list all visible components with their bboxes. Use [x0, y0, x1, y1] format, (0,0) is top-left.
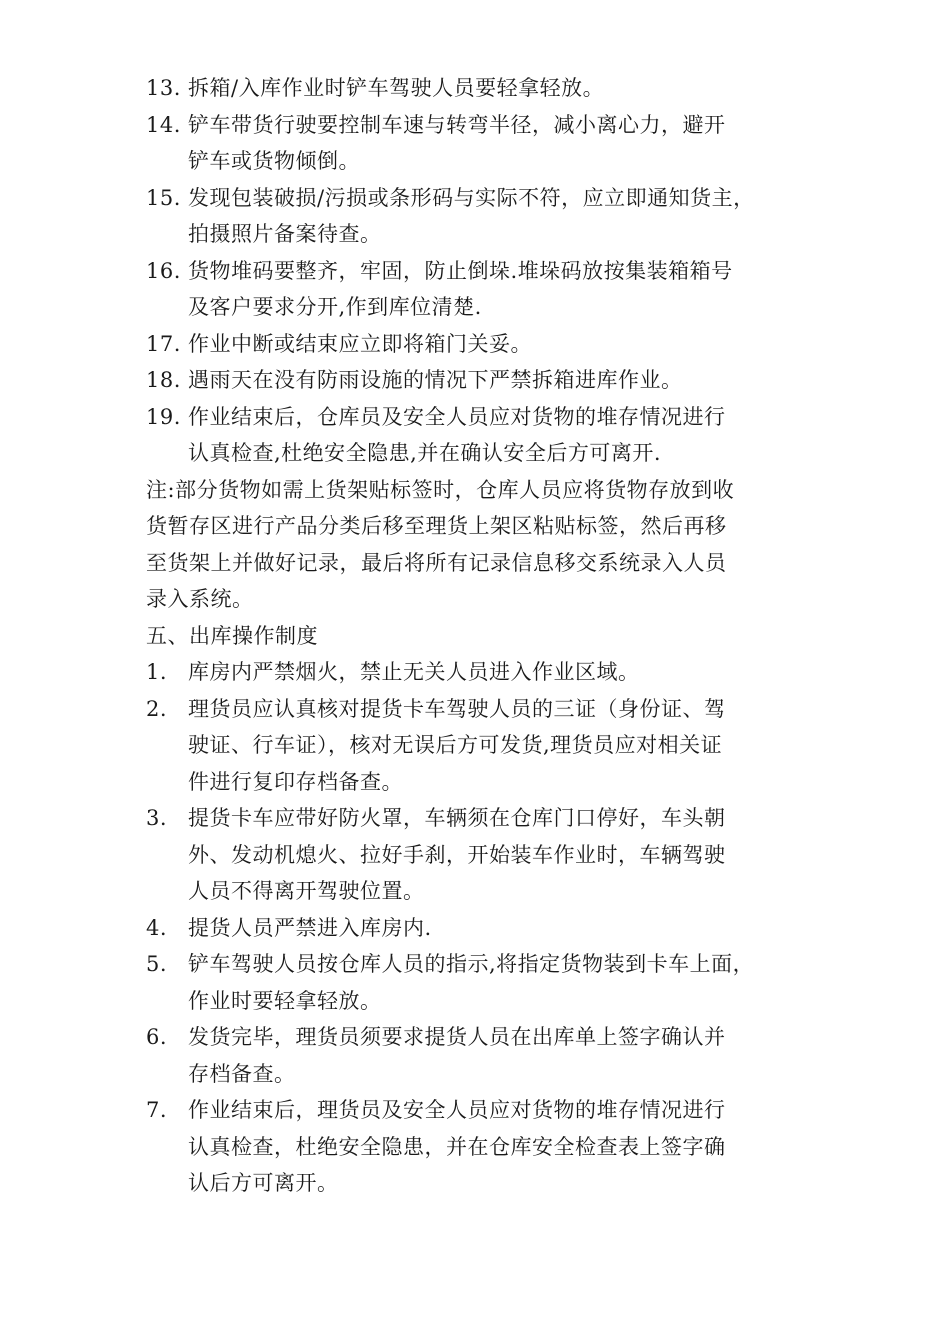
- item-text: [188, 70, 826, 107]
- text-line: 注:部分货物如需上货架贴标签时，仓库人员应将货物存放到收: [146, 477, 735, 502]
- section-heading: [146, 618, 826, 655]
- text-line: 作业中断或结束应立即将箱门关妥。: [188, 331, 532, 356]
- text-line: 货暂存区进行产品分类后移至理货上架区粘贴标签，然后再移: [146, 514, 727, 538]
- item-number: 6.: [146, 1025, 168, 1049]
- item-text: [188, 946, 826, 1019]
- text-line: 认真检查，杜绝安全隐患，并在仓库安全检查表上签字确: [188, 1134, 726, 1159]
- item-text: [188, 180, 826, 253]
- list-item: [146, 70, 826, 107]
- item-text: [188, 800, 826, 910]
- list-item: [146, 362, 826, 399]
- item-number: 19.: [146, 404, 181, 429]
- item-text: [188, 654, 826, 691]
- text-line: 及客户要求分开,作到库位清楚.: [188, 295, 482, 319]
- list-item: [146, 910, 826, 947]
- document-body: [146, 70, 826, 1202]
- text-line: 外、发动机熄火、拉好手刹，开始装车作业时，车辆驾驶: [188, 842, 726, 867]
- list-item: [146, 253, 826, 326]
- text-line: 存档备查。: [188, 1061, 296, 1086]
- text-line: 铲车或货物倾倒。: [188, 149, 360, 173]
- text-line: 拍摄照片备案待查。: [188, 222, 382, 246]
- list-item: [146, 107, 826, 180]
- item-number: 7.: [146, 1098, 168, 1122]
- item-text: [188, 1019, 826, 1092]
- item-number: 18.: [146, 368, 181, 392]
- item-text: [188, 399, 826, 472]
- item-number: 2.: [146, 696, 168, 721]
- item-text: [188, 107, 826, 180]
- item-number: 1.: [146, 660, 168, 684]
- item-text: [188, 1092, 826, 1202]
- text-line: 理货员应认真核对提货卡车驾驶人员的三证（身份证、驾: [188, 696, 726, 721]
- item-text: [188, 326, 826, 363]
- text-line: 作业时要轻拿轻放。: [188, 988, 382, 1013]
- list-item: [146, 800, 826, 910]
- text-line: 人员不得离开驾驶位置。: [188, 879, 425, 903]
- text-line: 提货卡车应带好防火罩，车辆须在仓库门口停好，车头朝: [188, 806, 726, 830]
- text-line: 驶证、行车证），核对无误后方可发货,理货员应对相关证: [188, 733, 723, 757]
- item-text: [188, 691, 826, 801]
- text-line: 提货人员严禁进入库房内.: [188, 915, 432, 940]
- text-line: 铲车驾驶人员按仓库人员的指示,将指定货物装到卡车上面，: [188, 952, 755, 976]
- item-number: 4.: [146, 915, 168, 940]
- text-line: 作业结束后，仓库员及安全人员应对货物的堆存情况进行: [188, 404, 726, 429]
- item-text: [188, 362, 826, 399]
- list-item: [146, 326, 826, 363]
- note-paragraph: [146, 472, 826, 618]
- item-text: [188, 253, 826, 326]
- item-text: [188, 910, 826, 947]
- item-number: 15.: [146, 185, 181, 210]
- item-number: 5.: [146, 952, 168, 976]
- text-line: 作业结束后，理货员及安全人员应对货物的堆存情况进行: [188, 1098, 726, 1122]
- text-line: 发货完毕，理货员须要求提货人员在出库单上签字确认并: [188, 1025, 726, 1049]
- item-number: 3.: [146, 806, 168, 830]
- item-number: 14.: [146, 112, 181, 137]
- text-line: 发现包装破损/污损或条形码与实际不符，应立即通知货主，: [188, 185, 755, 210]
- text-line: 货物堆码要整齐，牢固，防止倒垛.堆垛码放按集装箱箱号: [188, 258, 733, 283]
- item-number: 17.: [146, 331, 181, 356]
- text-line: 拆箱/入库作业时铲车驾驶人员要轻拿轻放。: [188, 76, 605, 100]
- list-item: [146, 180, 826, 253]
- list-item: [146, 691, 826, 801]
- text-line: 录入系统。: [146, 587, 254, 611]
- text-line: 件进行复印存档备查。: [188, 769, 403, 794]
- list-item: [146, 1092, 826, 1202]
- list-item: [146, 946, 826, 1019]
- text-line: 认后方可离开。: [188, 1171, 339, 1195]
- text-line: 遇雨天在没有防雨设施的情况下严禁拆箱进库作业。: [188, 368, 683, 392]
- list-item: [146, 1019, 826, 1092]
- item-number: 16.: [146, 258, 181, 283]
- text-line: 认真检查,杜绝安全隐患,并在确认安全后方可离开.: [188, 441, 662, 465]
- text-line: 至货架上并做好记录，最后将所有记录信息移交系统录入人员: [146, 550, 727, 575]
- list-item: [146, 654, 826, 691]
- item-number: 13.: [146, 76, 181, 100]
- list-item: [146, 399, 826, 472]
- text-line: 铲车带货行驶要控制车速与转弯半径，减小离心力，避开: [188, 112, 726, 137]
- section-heading-text: 五、出库操作制度: [146, 623, 318, 648]
- text-line: 库房内严禁烟火，禁止无关人员进入作业区域。: [188, 660, 640, 684]
